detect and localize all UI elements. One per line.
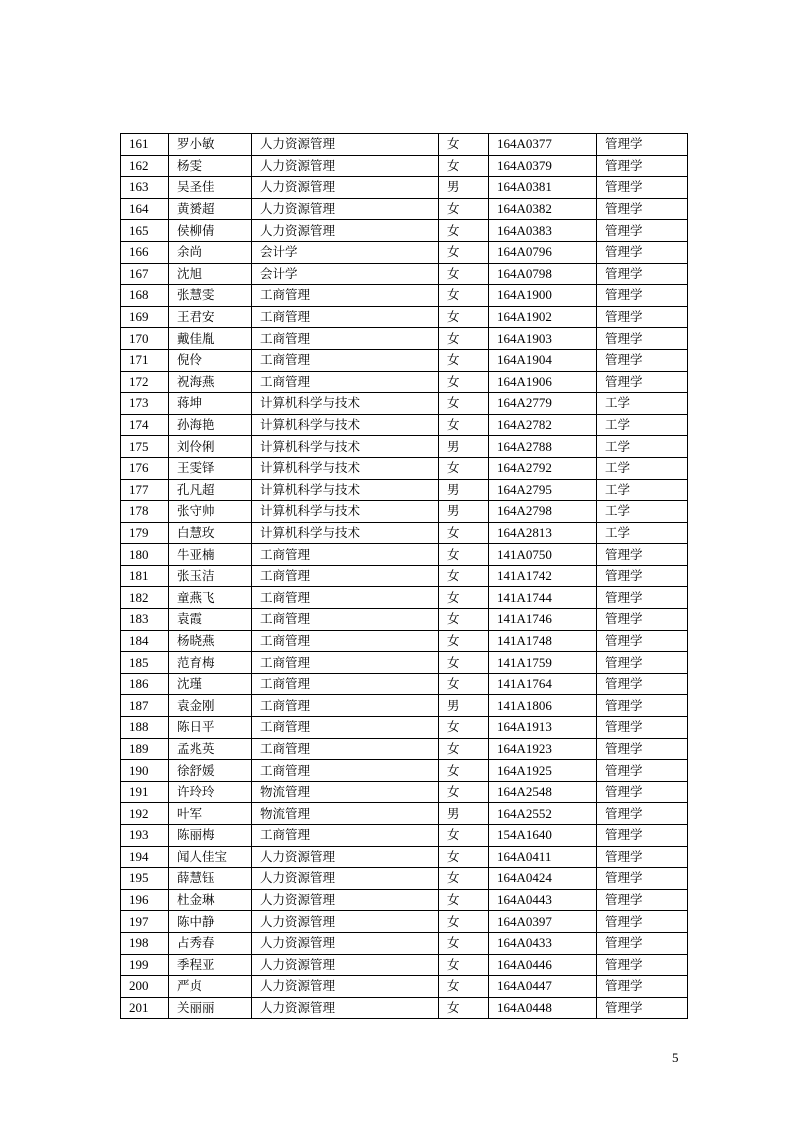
discipline-cell: 管理学 [597,220,688,242]
gender-cell: 男 [439,695,489,717]
student-id-cell: 164A2782 [489,414,597,436]
row-number-cell: 185 [121,652,169,674]
row-number-cell: 201 [121,997,169,1019]
discipline-cell: 管理学 [597,306,688,328]
student-id-cell: 164A0448 [489,997,597,1019]
row-number-cell: 172 [121,371,169,393]
table-row [121,393,688,415]
major-cell: 工商管理 [252,544,439,566]
row-number-cell: 187 [121,695,169,717]
table-row [121,349,688,371]
name-cell: 范育梅 [169,652,252,674]
gender-cell: 女 [439,868,489,890]
table-row [121,177,688,199]
major-cell: 计算机科学与技术 [252,436,439,458]
name-cell: 杜金琳 [169,889,252,911]
table-row [121,328,688,350]
gender-cell: 女 [439,911,489,933]
row-number-cell: 176 [121,457,169,479]
row-number-cell: 195 [121,868,169,890]
major-cell: 工商管理 [252,738,439,760]
discipline-cell: 管理学 [597,565,688,587]
row-number-cell: 174 [121,414,169,436]
discipline-cell: 管理学 [597,134,688,156]
table-row [121,198,688,220]
row-number-cell: 181 [121,565,169,587]
table-row [121,760,688,782]
student-id-cell: 164A1925 [489,760,597,782]
row-number-cell: 170 [121,328,169,350]
discipline-cell: 管理学 [597,349,688,371]
student-id-cell: 164A1900 [489,285,597,307]
row-number-cell: 163 [121,177,169,199]
table-row [121,889,688,911]
discipline-cell: 管理学 [597,781,688,803]
major-cell: 计算机科学与技术 [252,393,439,415]
page-number: 5 [672,1050,679,1065]
student-id-cell: 164A2798 [489,501,597,523]
gender-cell: 男 [439,436,489,458]
major-cell: 计算机科学与技术 [252,522,439,544]
roster-body [121,134,688,1019]
table-row [121,803,688,825]
discipline-cell: 管理学 [597,825,688,847]
gender-cell: 女 [439,414,489,436]
student-id-cell: 141A1764 [489,673,597,695]
name-cell: 孙海艳 [169,414,252,436]
student-id-cell: 164A0379 [489,155,597,177]
gender-cell: 女 [439,134,489,156]
student-id-cell: 164A0796 [489,241,597,263]
name-cell: 孟兆英 [169,738,252,760]
major-cell: 会计学 [252,263,439,285]
gender-cell: 女 [439,825,489,847]
name-cell: 杨晓燕 [169,630,252,652]
table-row [121,609,688,631]
gender-cell: 女 [439,717,489,739]
student-id-cell: 164A0411 [489,846,597,868]
major-cell: 工商管理 [252,306,439,328]
major-cell: 工商管理 [252,825,439,847]
table-row [121,738,688,760]
student-id-cell: 141A1806 [489,695,597,717]
name-cell: 袁霞 [169,609,252,631]
gender-cell: 女 [439,565,489,587]
discipline-cell: 管理学 [597,738,688,760]
name-cell: 薛慧钰 [169,868,252,890]
major-cell: 计算机科学与技术 [252,501,439,523]
student-id-cell: 164A2779 [489,393,597,415]
row-number-cell: 192 [121,803,169,825]
gender-cell: 女 [439,349,489,371]
major-cell: 人力资源管理 [252,976,439,998]
major-cell: 人力资源管理 [252,198,439,220]
table-row [121,717,688,739]
table-row [121,522,688,544]
name-cell: 张慧雯 [169,285,252,307]
row-number-cell: 188 [121,717,169,739]
table-row [121,630,688,652]
discipline-cell: 管理学 [597,997,688,1019]
student-id-cell: 164A1904 [489,349,597,371]
name-cell: 余尚 [169,241,252,263]
name-cell: 沈瑾 [169,673,252,695]
row-number-cell: 169 [121,306,169,328]
row-number-cell: 199 [121,954,169,976]
row-number-cell: 162 [121,155,169,177]
student-id-cell: 141A1742 [489,565,597,587]
discipline-cell: 管理学 [597,803,688,825]
major-cell: 人力资源管理 [252,997,439,1019]
table-row [121,997,688,1019]
student-id-cell: 164A1923 [489,738,597,760]
discipline-cell: 工学 [597,457,688,479]
name-cell: 戴佳胤 [169,328,252,350]
gender-cell: 女 [439,522,489,544]
table-row [121,155,688,177]
gender-cell: 女 [439,587,489,609]
row-number-cell: 184 [121,630,169,652]
table-row [121,565,688,587]
discipline-cell: 工学 [597,501,688,523]
table-row [121,911,688,933]
major-cell: 工商管理 [252,673,439,695]
gender-cell: 男 [439,501,489,523]
discipline-cell: 管理学 [597,954,688,976]
discipline-cell: 工学 [597,414,688,436]
student-id-cell: 164A0433 [489,932,597,954]
name-cell: 许玲玲 [169,781,252,803]
gender-cell: 女 [439,846,489,868]
row-number-cell: 165 [121,220,169,242]
table-row [121,825,688,847]
gender-cell: 女 [439,932,489,954]
major-cell: 人力资源管理 [252,177,439,199]
gender-cell: 女 [439,155,489,177]
table-row [121,263,688,285]
major-cell: 人力资源管理 [252,220,439,242]
student-id-cell: 164A0798 [489,263,597,285]
discipline-cell: 工学 [597,393,688,415]
name-cell: 张玉洁 [169,565,252,587]
major-cell: 人力资源管理 [252,911,439,933]
gender-cell: 女 [439,760,489,782]
name-cell: 孔凡超 [169,479,252,501]
table-row [121,976,688,998]
name-cell: 倪伶 [169,349,252,371]
gender-cell: 女 [439,997,489,1019]
major-cell: 会计学 [252,241,439,263]
table-row [121,544,688,566]
table-row [121,954,688,976]
major-cell: 工商管理 [252,587,439,609]
table-row [121,371,688,393]
discipline-cell: 管理学 [597,609,688,631]
discipline-cell: 管理学 [597,976,688,998]
table-row [121,695,688,717]
row-number-cell: 161 [121,134,169,156]
gender-cell: 男 [439,803,489,825]
gender-cell: 女 [439,544,489,566]
row-number-cell: 175 [121,436,169,458]
row-number-cell: 183 [121,609,169,631]
name-cell: 罗小敏 [169,134,252,156]
row-number-cell: 193 [121,825,169,847]
student-id-cell: 141A1744 [489,587,597,609]
major-cell: 工商管理 [252,328,439,350]
major-cell: 工商管理 [252,349,439,371]
table-row [121,587,688,609]
major-cell: 人力资源管理 [252,846,439,868]
major-cell: 工商管理 [252,717,439,739]
student-roster-table [120,133,688,1019]
table-row [121,846,688,868]
discipline-cell: 工学 [597,479,688,501]
student-id-cell: 141A1759 [489,652,597,674]
major-cell: 物流管理 [252,803,439,825]
discipline-cell: 管理学 [597,868,688,890]
name-cell: 徐舒媛 [169,760,252,782]
gender-cell: 女 [439,954,489,976]
discipline-cell: 管理学 [597,846,688,868]
gender-cell: 女 [439,673,489,695]
table-row [121,436,688,458]
major-cell: 人力资源管理 [252,954,439,976]
gender-cell: 女 [439,781,489,803]
major-cell: 计算机科学与技术 [252,457,439,479]
gender-cell: 女 [439,220,489,242]
table-row [121,652,688,674]
name-cell: 祝海燕 [169,371,252,393]
major-cell: 工商管理 [252,565,439,587]
name-cell: 蒋坤 [169,393,252,415]
discipline-cell: 管理学 [597,241,688,263]
major-cell: 人力资源管理 [252,134,439,156]
discipline-cell: 管理学 [597,630,688,652]
discipline-cell: 管理学 [597,544,688,566]
row-number-cell: 180 [121,544,169,566]
discipline-cell: 工学 [597,522,688,544]
student-id-cell: 141A0750 [489,544,597,566]
gender-cell: 女 [439,285,489,307]
gender-cell: 女 [439,609,489,631]
major-cell: 工商管理 [252,285,439,307]
table-row [121,457,688,479]
name-cell: 陈中静 [169,911,252,933]
gender-cell: 女 [439,241,489,263]
gender-cell: 女 [439,738,489,760]
major-cell: 工商管理 [252,609,439,631]
gender-cell: 男 [439,479,489,501]
table-row [121,479,688,501]
gender-cell: 女 [439,306,489,328]
row-number-cell: 197 [121,911,169,933]
name-cell: 关丽丽 [169,997,252,1019]
row-number-cell: 191 [121,781,169,803]
gender-cell: 女 [439,652,489,674]
major-cell: 计算机科学与技术 [252,414,439,436]
table-row [121,932,688,954]
major-cell: 工商管理 [252,371,439,393]
discipline-cell: 管理学 [597,911,688,933]
name-cell: 闻人佳宝 [169,846,252,868]
major-cell: 人力资源管理 [252,889,439,911]
table-row [121,781,688,803]
discipline-cell: 管理学 [597,328,688,350]
gender-cell: 女 [439,457,489,479]
row-number-cell: 186 [121,673,169,695]
discipline-cell: 管理学 [597,198,688,220]
name-cell: 侯柳倩 [169,220,252,242]
row-number-cell: 194 [121,846,169,868]
name-cell: 严贞 [169,976,252,998]
name-cell: 袁金刚 [169,695,252,717]
major-cell: 物流管理 [252,781,439,803]
name-cell: 季程亚 [169,954,252,976]
name-cell: 童燕飞 [169,587,252,609]
discipline-cell: 管理学 [597,285,688,307]
name-cell: 占秀春 [169,932,252,954]
table-row [121,285,688,307]
name-cell: 白慧玫 [169,522,252,544]
row-number-cell: 164 [121,198,169,220]
major-cell: 工商管理 [252,760,439,782]
major-cell: 工商管理 [252,652,439,674]
student-id-cell: 164A1902 [489,306,597,328]
row-number-cell: 166 [121,241,169,263]
discipline-cell: 管理学 [597,889,688,911]
name-cell: 牛亚楠 [169,544,252,566]
table-row [121,220,688,242]
row-number-cell: 198 [121,932,169,954]
major-cell: 人力资源管理 [252,155,439,177]
discipline-cell: 管理学 [597,652,688,674]
student-id-cell: 164A2813 [489,522,597,544]
row-number-cell: 182 [121,587,169,609]
name-cell: 王君安 [169,306,252,328]
row-number-cell: 168 [121,285,169,307]
gender-cell: 女 [439,371,489,393]
name-cell: 吴圣佳 [169,177,252,199]
name-cell: 张守帅 [169,501,252,523]
major-cell: 人力资源管理 [252,868,439,890]
student-id-cell: 164A2792 [489,457,597,479]
gender-cell: 女 [439,393,489,415]
discipline-cell: 管理学 [597,177,688,199]
discipline-cell: 管理学 [597,587,688,609]
student-id-cell: 164A1903 [489,328,597,350]
row-number-cell: 173 [121,393,169,415]
name-cell: 王雯铎 [169,457,252,479]
table-row [121,501,688,523]
gender-cell: 女 [439,198,489,220]
student-id-cell: 164A0424 [489,868,597,890]
student-id-cell: 164A0377 [489,134,597,156]
student-id-cell: 164A0397 [489,911,597,933]
discipline-cell: 管理学 [597,371,688,393]
row-number-cell: 200 [121,976,169,998]
student-id-cell: 164A2795 [489,479,597,501]
row-number-cell: 167 [121,263,169,285]
discipline-cell: 管理学 [597,717,688,739]
major-cell: 工商管理 [252,630,439,652]
table-row [121,673,688,695]
student-id-cell: 164A0446 [489,954,597,976]
major-cell: 人力资源管理 [252,932,439,954]
gender-cell: 女 [439,328,489,350]
row-number-cell: 190 [121,760,169,782]
student-id-cell: 141A1748 [489,630,597,652]
student-id-cell: 164A1913 [489,717,597,739]
discipline-cell: 管理学 [597,932,688,954]
student-id-cell: 164A0447 [489,976,597,998]
student-id-cell: 164A1906 [489,371,597,393]
student-id-cell: 164A0381 [489,177,597,199]
discipline-cell: 管理学 [597,155,688,177]
student-id-cell: 141A1746 [489,609,597,631]
table-row [121,241,688,263]
discipline-cell: 管理学 [597,695,688,717]
student-id-cell: 164A0383 [489,220,597,242]
discipline-cell: 工学 [597,436,688,458]
student-id-cell: 164A2788 [489,436,597,458]
name-cell: 陈丽梅 [169,825,252,847]
table-row [121,414,688,436]
gender-cell: 男 [439,177,489,199]
row-number-cell: 179 [121,522,169,544]
table-row [121,868,688,890]
table-row [121,134,688,156]
discipline-cell: 管理学 [597,263,688,285]
major-cell: 计算机科学与技术 [252,479,439,501]
gender-cell: 女 [439,976,489,998]
student-id-cell: 164A2552 [489,803,597,825]
name-cell: 陈日平 [169,717,252,739]
name-cell: 杨雯 [169,155,252,177]
gender-cell: 女 [439,263,489,285]
name-cell: 黄赟超 [169,198,252,220]
table-row [121,306,688,328]
row-number-cell: 196 [121,889,169,911]
student-id-cell: 164A2548 [489,781,597,803]
student-id-cell: 164A0382 [489,198,597,220]
student-id-cell: 164A0443 [489,889,597,911]
name-cell: 叶军 [169,803,252,825]
discipline-cell: 管理学 [597,760,688,782]
gender-cell: 女 [439,630,489,652]
row-number-cell: 177 [121,479,169,501]
row-number-cell: 189 [121,738,169,760]
major-cell: 工商管理 [252,695,439,717]
gender-cell: 女 [439,889,489,911]
row-number-cell: 171 [121,349,169,371]
row-number-cell: 178 [121,501,169,523]
name-cell: 刘伶俐 [169,436,252,458]
student-id-cell: 154A1640 [489,825,597,847]
name-cell: 沈旭 [169,263,252,285]
discipline-cell: 管理学 [597,673,688,695]
